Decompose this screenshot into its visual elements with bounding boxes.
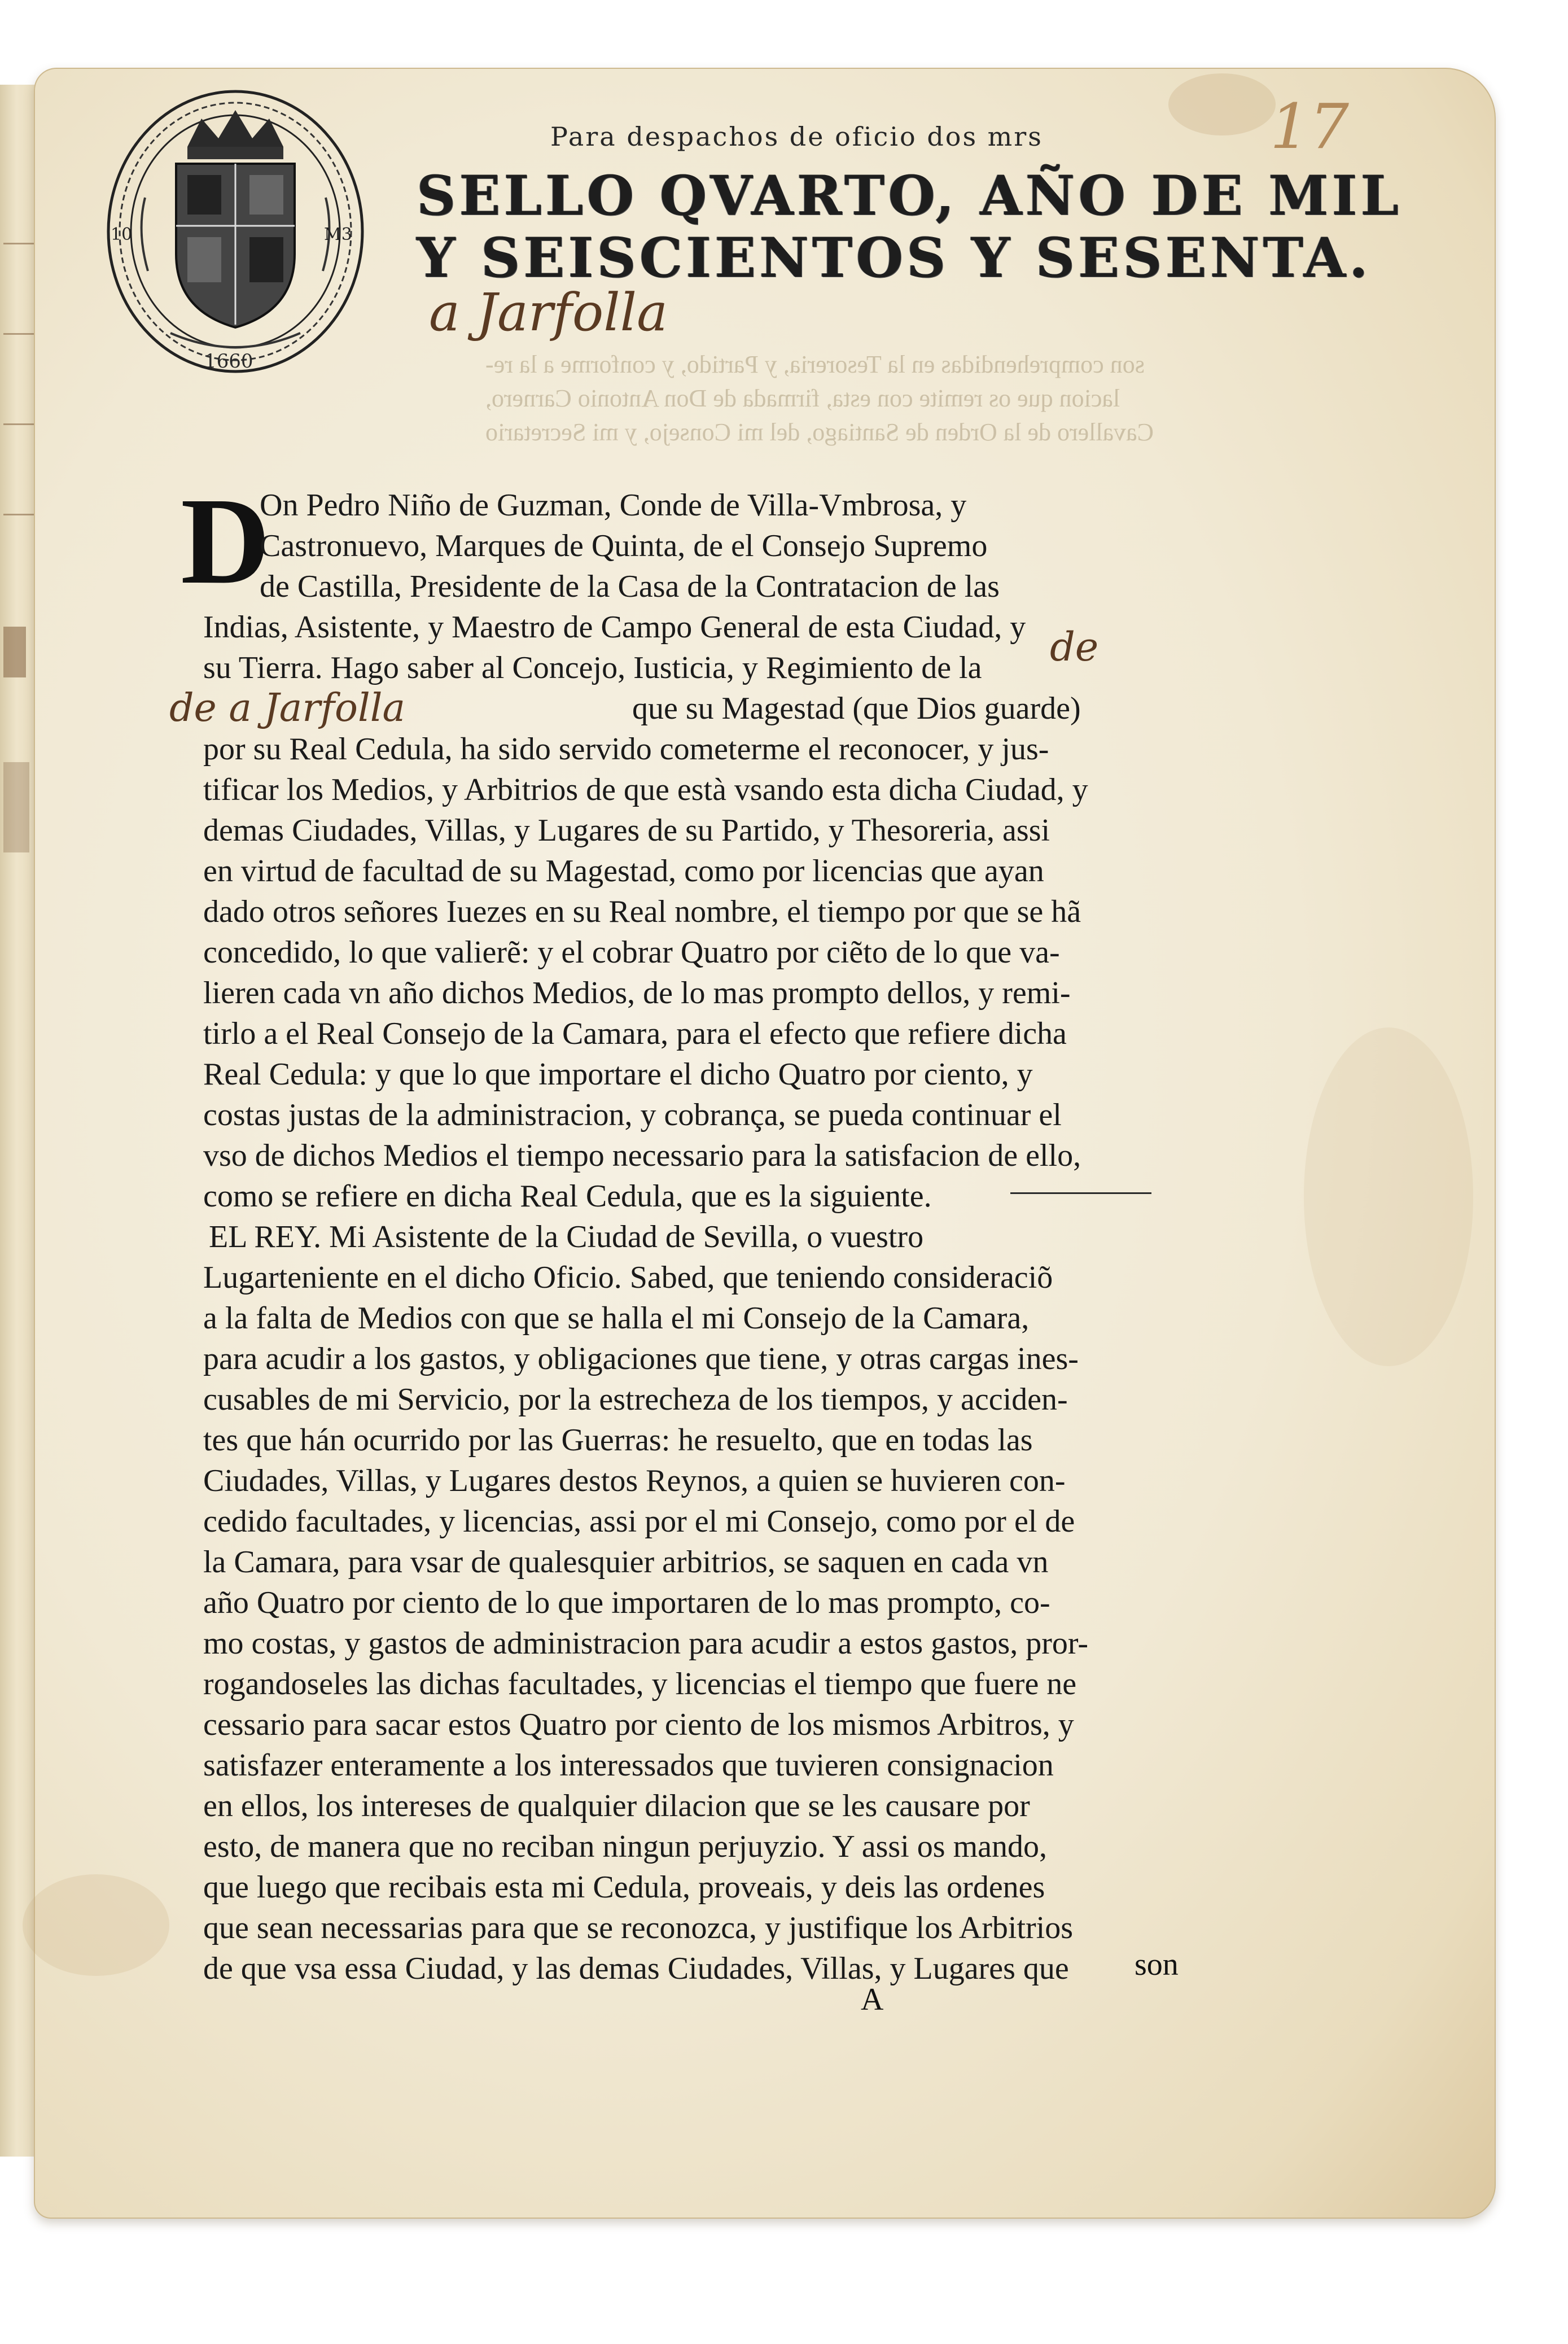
body-line: tificar los Medios, y Arbitrios de que està vsando esta dicha Ciudad, y (203, 772, 1088, 807)
body-line: año Quatro por ciento de lo que importaren de lo mas prompto, co- (203, 1585, 1050, 1620)
body-line: demas Ciudades, Villas, y Lugares de su Partido, y Thesoreria, assi (203, 813, 1050, 848)
body-line: que su Magestad (que Dios guarde) (632, 691, 1081, 726)
body-line: dado otros señores Iuezes en su Real nombre, el tiempo por que se hã (203, 894, 1081, 929)
body-line: que sean necessarias para que se reconozca, y justifique los Arbitrios (203, 1910, 1074, 1945)
body-line: tirlo a el Real Consejo de la Camara, para el efecto que refiere dicha (203, 1016, 1067, 1051)
signature-mark: A (861, 1982, 884, 2017)
body-line: On Pedro Niño de Guzman, Conde de Villa-Vmbrosa, y (260, 488, 967, 523)
stamp-title-line-1: SELLO QVARTO, AÑO DE MIL (417, 164, 1402, 228)
body-line: lieren cada vn año dichos Medios, de lo mas prompto dellos, y remi- (203, 976, 1071, 1011)
seal-left-mark: 10 (111, 225, 133, 244)
catchword: son (1135, 1947, 1179, 1982)
body-line: por su Real Cedula, ha sido servido cometerme el reconocer, y jus- (203, 732, 1049, 767)
bleed-through-line: lacion que os remite con esta, firmada de Don Antonio Carnero, (485, 384, 1120, 412)
paper-stain (1304, 1027, 1473, 1366)
margin-ink-mark (3, 762, 29, 852)
body-line: cusables de mi Servicio, por la estrecheza de los tiempos, y acciden- (203, 1382, 1068, 1417)
paper-stain (23, 1874, 169, 1976)
body-line: mo costas, y gastos de administracion para acudir a estos gastos, pror- (203, 1626, 1089, 1661)
seal-year: 1660 (204, 350, 253, 373)
drop-capital: D (181, 472, 270, 610)
bleed-through-line: son comprehendidas en la Tesoreria, y Partido, y conforme a la re- (485, 351, 1145, 378)
body-line: en virtud de facultad de su Magestad, como por licencias que ayan (203, 854, 1044, 889)
line-filler-rule (1010, 1192, 1151, 1194)
handwritten-annotation: a Jarfolla (429, 282, 668, 343)
body-line: Castronuevo, Marques de Quinta, de el Consejo Supremo (260, 528, 988, 563)
body-line: concedido, lo que valierẽ: y el cobrar Quatro por ciẽto de lo que va- (203, 935, 1060, 970)
margin-ink-mark (3, 423, 34, 425)
body-line: cedido facultades, y licencias, assi por el mi Consejo, como por el de (203, 1504, 1075, 1539)
tax-stamp-seal (103, 85, 368, 378)
handwritten-insertion: de (1050, 624, 1099, 670)
bleed-through-line: Cavallero de la Orden de Santiago, del mi Consejo, y mi Secretario (485, 418, 1154, 446)
body-line: que luego que recibais esta mi Cedula, proveais, y deis las ordenes (203, 1870, 1045, 1905)
body-line: de que vsa essa Ciudad, y las demas Ciudades, Villas, y Lugares que (203, 1951, 1069, 1986)
body-line: satisfazer enteramente a los interessados que tuvieren consignacion (203, 1748, 1054, 1783)
body-line: de Castilla, Presidente de la Casa de la Contratacion de las (260, 569, 1000, 604)
body-line: costas justas de la administracion, y cobrança, se pueda continuar el (203, 1097, 1062, 1132)
margin-ink-mark (3, 627, 26, 677)
body-line: cessario para sacar estos Quatro por ciento de los mismos Arbitros, y (203, 1707, 1074, 1742)
body-line: como se refiere en dicha Real Cedula, que es la siguiente. (203, 1179, 932, 1214)
body-line: para acudir a los gastos, y obligaciones que tiene, y otras cargas ines- (203, 1341, 1079, 1376)
body-line: a la falta de Medios con que se halla el mi Consejo de la Camara, (203, 1301, 1030, 1336)
body-line: Ciudades, Villas, y Lugares destos Reynos, a quien se huvieren con- (203, 1463, 1066, 1498)
margin-ink-mark (3, 333, 34, 335)
stamp-header-line: Para despachos de oficio dos mrs (550, 121, 1043, 152)
body-line: rogandoseles las dichas facultades, y licencias el tiempo que fuere ne (203, 1667, 1077, 1702)
margin-ink-mark (3, 514, 34, 515)
paper-stain (1168, 73, 1276, 135)
margin-ink-mark (3, 243, 34, 244)
body-line: en ellos, los intereses de qualquier dilacion que se les causare por (203, 1788, 1030, 1823)
stamp-title-line-2: Y SEISCIENTOS Y SESENTA. (417, 226, 1372, 290)
body-line: Real Cedula: y que lo que importare el dicho Quatro por ciento, y (203, 1057, 1033, 1092)
body-line: Lugarteniente en el dicho Oficio. Sabed, que teniendo consideraciõ (203, 1260, 1053, 1295)
handwritten-insertion: de a Jarfolla (169, 686, 405, 731)
body-line: EL REY. Mi Asistente de la Ciudad de Sevilla, o vuestro (209, 1219, 924, 1254)
body-line: tes que hán ocurrido por las Guerras: he resuelto, que en todas las (203, 1423, 1033, 1458)
body-line: la Camara, para vsar de qualesquier arbitrios, se saquen en cada vn (203, 1545, 1049, 1580)
folio-number: 17 (1270, 90, 1349, 163)
seal-right-mark: M3 (324, 225, 352, 244)
body-line: su Tierra. Hago saber al Concejo, Iusticia, y Regimiento de la (203, 650, 982, 685)
body-line: Indias, Asistente, y Maestro de Campo General de esta Ciudad, y (203, 610, 1026, 645)
body-line: esto, de manera que no reciban ningun perjuyzio. Y assi os mando, (203, 1829, 1047, 1864)
body-line: vso de dichos Medios el tiempo necessario para la satisfacion de ello, (203, 1138, 1081, 1173)
